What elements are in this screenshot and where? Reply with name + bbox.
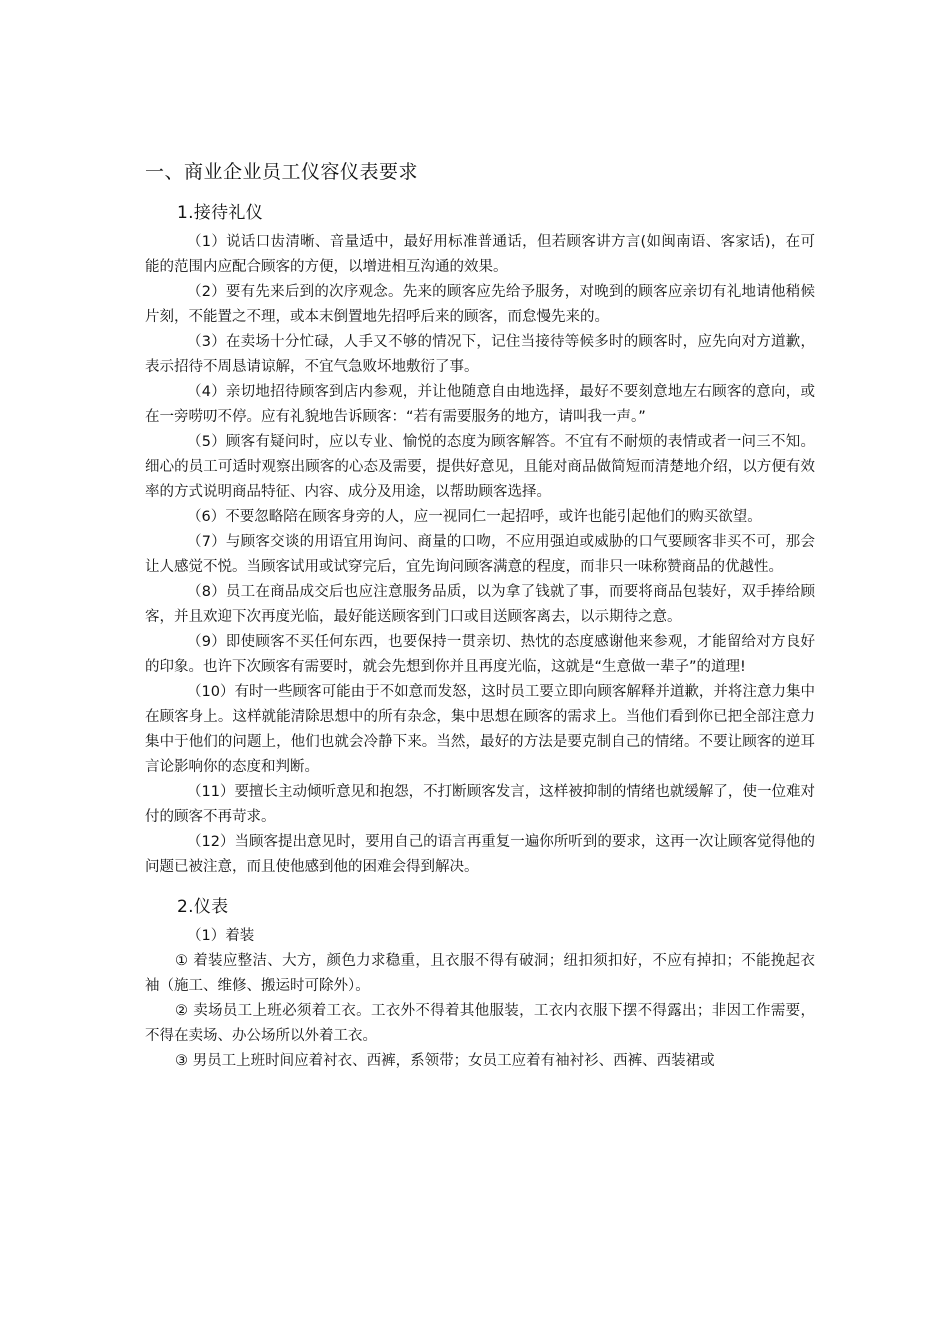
section-heading-reception: 1.接待礼仪 [177, 203, 264, 223]
paragraph: （7）与顾客交谈的用语宜用询问、商量的口吻，不应用强迫或威胁的口气要顾客非买不可，那会让人感觉不悦。当顾客试用或试穿完后，宜先询问顾客满意的程度，而非只一味称赞商品的优越性。 [145, 534, 815, 575]
list-item: ② 卖场员工上班必须着工衣。工衣外不得着其他服装，工衣内衣服下摆不得露出；非因工作需要，不得在卖场、办公场所以外着工衣。 [145, 1003, 815, 1044]
paragraph: （5）顾客有疑问时，应以专业、愉悦的态度为顾客解答。不宜有不耐烦的表情或者一问三不知。细心的员工可适时观察出顾客的心态及需要，提供好意见，且能对商品做简短而清楚地介绍，以方便有效率的方式说明商品特征、内容、成分及用途，以帮助顾客选择。 [145, 434, 815, 500]
list-item: ③ 男员工上班时间应着衬衣、西裤，系领带；女员工应着有袖衬衫、西裤、西装裙或 [175, 1053, 715, 1069]
paragraph: （1）说话口齿清晰、音量适中，最好用标准普通话，但若顾客讲方言(如闽南语、客家话)，在可能的范围内应配合顾客的方便，以增进相互沟通的效果。 [145, 234, 815, 275]
paragraph: （10）有时一些顾客可能由于不如意而发怒，这时员工要立即向顾客解释并道歉，并将注意力集中在顾客身上。这样就能清除思想中的所有杂念，集中思想在顾客的需求上。当他们看到你已把全部注意力集中于他们的问题上，他们也就会冷静下来。当然，最好的方法是要克制自己的情绪。不要让顾客的逆耳言论影响你的态度和判断。 [145, 684, 815, 775]
paragraph: （8）员工在商品成交后也应注意服务品质，以为拿了钱就了事，而要将商品包装好，双手捧给顾客，并且欢迎下次再度光临，最好能送顾客到门口或目送顾客离去，以示期待之意。 [145, 584, 815, 625]
paragraph: （9）即使顾客不买任何东西，也要保持一贯亲切、热忱的态度感谢他来参观，才能留给对方良好的印象。也许下次顾客有需要时，就会先想到你并且再度光临，这就是“生意做一辈子”的道理! [145, 634, 815, 675]
subheading-attire: （1）着装 [187, 928, 255, 944]
paragraph: （6）不要忽略陪在顾客身旁的人，应一视同仁一起招呼，或许也能引起他们的购买欲望。 [187, 509, 762, 525]
list-item: ① 着装应整洁、大方，颜色力求稳重，且衣服不得有破洞；纽扣须扣好，不应有掉扣；不能挽起衣袖（施工、维修、搬运时可除外）。 [145, 953, 815, 994]
document-title: 一、商业企业员工仪容仪表要求 [145, 161, 419, 183]
document-page [145, 158, 815, 1074]
paragraph: （4）亲切地招待顾客到店内参观，并让他随意自由地选择，最好不要刻意地左右顾客的意向，或在一旁唠叨不停。应有礼貌地告诉顾客：“若有需要服务的地方，请叫我一声。” [145, 384, 815, 425]
paragraph: （3）在卖场十分忙碌，人手又不够的情况下，记住当接待等候多时的顾客时，应先向对方道歉，表示招待不周恳请谅解，不宜气急败坏地敷衍了事。 [145, 334, 815, 375]
section-heading-appearance: 2.仪表 [177, 897, 229, 917]
paragraph: （12）当顾客提出意见时，要用自己的语言再重复一遍你所听到的要求，这再一次让顾客觉得他的问题已被注意，而且使他感到他的困难会得到解决。 [145, 834, 815, 875]
paragraph: （2）要有先来后到的次序观念。先来的顾客应先给予服务，对晚到的顾客应亲切有礼地请他稍候片刻，不能置之不理，或本末倒置地先招呼后来的顾客，而怠慢先来的。 [145, 284, 815, 325]
paragraph: （11）要擅长主动倾听意见和抱怨，不打断顾客发言，这样被抑制的情绪也就缓解了，使一位难对付的顾客不再苛求。 [145, 784, 815, 825]
